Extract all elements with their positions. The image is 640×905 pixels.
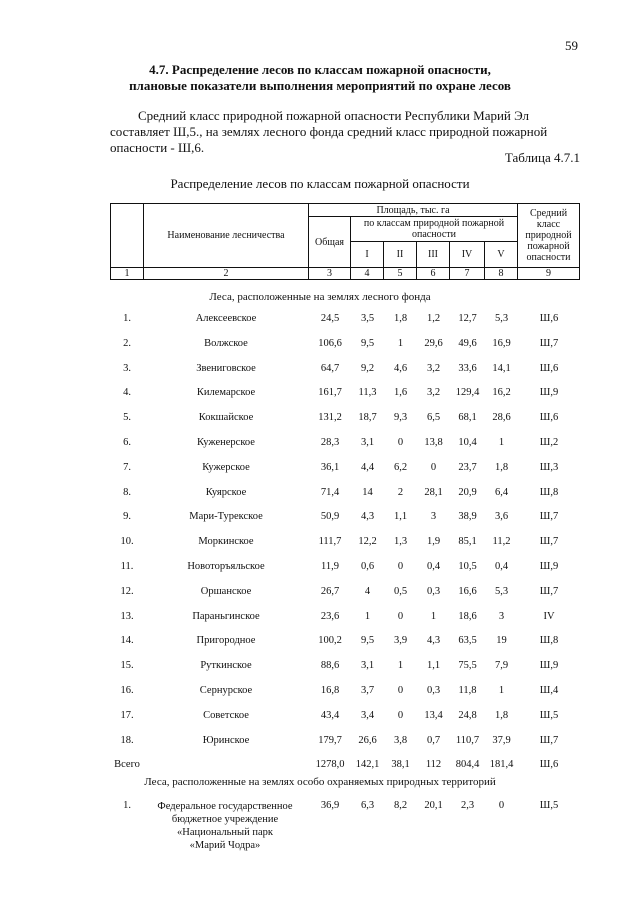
row-class-iii: 0,4 [426,561,441,572]
oopt-avg-class: Ш,5 [539,800,559,811]
row-class-ii: 0 [397,611,404,622]
colnum-6: 6 [416,267,450,280]
row-class-i: 11,3 [358,387,377,398]
row-class-i: 26,6 [358,735,377,746]
row-total: 28,3 [320,437,340,448]
row-class-v: 11,2 [492,536,511,547]
row-class-ii: 0 [397,710,404,721]
row-class-iv: 129,4 [455,387,480,398]
row-class-v: 14,1 [492,363,511,374]
row-total: 100,2 [318,635,342,646]
row-avg-class: Ш,2 [539,437,559,448]
row-class-ii: 4,6 [393,363,408,374]
row-class-i: 18,7 [358,412,377,423]
row-total: 111,7 [318,536,342,547]
row-class-iii: 0 [430,462,437,473]
row-class-v: 3,6 [494,511,509,522]
row-class-v: 5,3 [494,313,509,324]
row-class-v: 181,4 [489,759,514,770]
row-class-iv: 38,9 [458,511,477,522]
row-class-iii: 3,2 [426,363,441,374]
row-avg-class: Ш,7 [539,338,559,349]
row-class-iii: 3,2 [426,387,441,398]
oopt-name [145,800,305,852]
row-class-ii: 2 [397,487,404,498]
row-class-iii: 3 [430,511,437,522]
row-name: Новоторъяльское [187,561,265,572]
header-class-iv: IV [449,241,485,268]
row-class-i: 3,5 [360,313,375,324]
row-num: 16. [120,685,134,696]
row-class-iv: 10,5 [458,561,477,572]
row-class-iv: 804,4 [455,759,480,770]
row-class-ii: 0 [397,437,404,448]
oopt-class-i: 6,3 [360,800,375,811]
row-avg-class: IV [543,611,555,622]
row-class-iii: 29,6 [424,338,443,349]
row-class-iv: 63,5 [458,635,477,646]
row-num: Всего [114,759,140,770]
row-class-ii: 0,5 [393,586,408,597]
row-name: Параньгинское [192,611,260,622]
row-name: Мари-Турекское [189,511,263,522]
row-avg-class: Ш,8 [539,487,559,498]
row-name: Руткинское [200,660,252,671]
row-class-iv: 10,4 [458,437,477,448]
colnum-8: 8 [484,267,518,280]
row-class-iv: 20,9 [458,487,477,498]
row-class-iv: 11,8 [458,685,477,696]
section-oopt-title: Леса, расположенные на землях особо охраняемых природных территорий [144,776,496,788]
paragraph-line-2: составляет Ш,5., на землях лесного фонда средний класс природной пожарной [110,124,548,139]
row-total: 43,4 [320,710,340,721]
colnum-5: 5 [383,267,417,280]
row-name: Кужерское [202,462,250,473]
row-class-ii: 1,8 [393,313,408,324]
row-class-iii: 13,8 [424,437,443,448]
colnum-4: 4 [350,267,384,280]
row-class-iv: 110,7 [455,735,480,746]
row-class-i: 9,5 [360,338,375,349]
row-avg-class: Ш,7 [539,586,559,597]
row-total: 36,1 [320,462,340,473]
row-name: Советское [203,710,249,721]
row-total: 11,9 [321,561,339,572]
row-class-ii: 1,6 [393,387,408,398]
row-avg-class: Ш,9 [539,660,559,671]
oopt-class-ii: 8,2 [393,800,408,811]
row-num: 8. [123,487,131,498]
row-num: 6. [123,437,131,448]
row-num: 2. [123,338,131,349]
row-num: 1. [123,313,131,324]
row-total: 106,6 [318,338,342,349]
row-class-v: 7,9 [494,660,509,671]
row-class-iii: 1 [430,611,437,622]
row-num: 4. [123,387,131,398]
colnum-2: 2 [143,267,309,280]
row-num: 5. [123,412,131,423]
oopt-class-iv: 2,3 [460,800,475,811]
page-number: 59 [565,38,578,53]
row-avg-class: Ш,6 [539,363,559,374]
row-avg-class: Ш,7 [539,536,559,547]
row-class-i: 4 [364,586,371,597]
oopt-name-line-1: Федеральное государственное [157,801,293,812]
oopt-name-line-3: «Национальный парк [177,827,273,838]
row-class-i: 4,3 [360,511,375,522]
row-total: 71,4 [320,487,340,498]
row-num: 14. [120,635,134,646]
header-class-ii: II [383,241,417,268]
row-class-i: 14 [362,487,373,498]
row-class-iii: 6,5 [426,412,441,423]
row-class-v: 1 [498,437,505,448]
row-class-i: 3,1 [360,660,375,671]
row-class-v: 37,9 [492,735,511,746]
row-class-iv: 24,8 [458,710,477,721]
section-forest-fund-title: Леса, расположенные на землях лесного фонда [209,291,431,303]
table-caption: Распределение лесов по классам пожарной опасности [170,176,470,191]
row-class-v: 1,8 [494,462,509,473]
row-class-iv: 75,5 [458,660,477,671]
colnum-7: 7 [449,267,485,280]
header-avg-class: Средний класс природной пожарной опасности [517,203,580,268]
section-heading-line-2: плановые показатели выполнения мероприятий по охране лесов [129,78,511,93]
row-num: 12. [120,586,134,597]
header-num-col [110,203,144,268]
row-class-i: 9,2 [360,363,375,374]
row-name: Куярское [205,487,247,498]
row-name: Волжское [204,338,248,349]
header-area: Площадь, тыс. га [308,203,518,217]
row-class-i: 1 [364,611,371,622]
row-class-ii: 9,3 [393,412,408,423]
row-name: Килемарское [196,387,256,398]
row-class-v: 3 [498,611,505,622]
row-name: Оршанское [200,586,252,597]
row-class-iv: 33,6 [458,363,477,374]
row-total: 50,9 [320,511,340,522]
oopt-name-line-2: бюджетное учреждение [171,814,279,825]
row-total: 131,2 [318,412,342,423]
row-num: 15. [120,660,134,671]
row-class-iii: 28,1 [424,487,443,498]
row-total: 64,7 [320,363,340,374]
row-avg-class: Ш,9 [539,561,559,572]
row-avg-class: Ш,4 [539,685,559,696]
row-name: Сернурское [199,685,253,696]
row-name: Моркинское [198,536,254,547]
row-total: 88,6 [320,660,340,671]
row-class-v: 5,3 [494,586,509,597]
oopt-num: 1. [123,800,131,811]
row-class-iv: 23,7 [458,462,477,473]
header-by-class: по классам природной пожарной опасности [350,216,518,242]
header-total: Общая [308,216,351,268]
row-class-iii: 1,1 [426,660,441,671]
row-name: Юринское [202,735,250,746]
row-class-i: 12,2 [358,536,377,547]
row-total: 1278,0 [315,759,345,770]
row-class-v: 28,6 [492,412,511,423]
row-class-v: 16,9 [492,338,511,349]
row-class-v: 19 [496,635,507,646]
row-total: 179,7 [318,735,342,746]
header-name: Наименование лесничества [143,203,309,268]
row-num: 9. [123,511,131,522]
row-class-ii: 6,2 [393,462,408,473]
header-class-v: V [484,241,518,268]
row-class-i: 4,4 [360,462,375,473]
row-class-iv: 16,6 [458,586,477,597]
colnum-3: 3 [308,267,351,280]
row-class-ii: 3,9 [393,635,408,646]
row-total: 26,7 [320,586,340,597]
table-label: Таблица 4.7.1 [504,150,580,165]
row-class-ii: 0 [397,685,404,696]
row-class-v: 16,2 [492,387,511,398]
row-class-ii: 1,1 [393,511,408,522]
paragraph-line-3: опасности - Ш,6. [110,140,205,155]
row-name: Пригородное [196,635,256,646]
row-avg-class: Ш,6 [539,759,559,770]
row-avg-class: Ш,8 [539,635,559,646]
row-avg-class: Ш,7 [539,511,559,522]
row-class-iii: 0,3 [426,685,441,696]
row-num: 13. [120,611,134,622]
row-class-i: 9,5 [360,635,375,646]
row-class-v: 1,8 [494,710,509,721]
row-avg-class: Ш,6 [539,412,559,423]
row-name: Кокшайское [198,412,254,423]
row-class-iii: 1,2 [426,313,441,324]
row-avg-class: Ш,7 [539,735,559,746]
row-name: Куженерское [197,437,255,448]
row-total: 23,6 [320,611,340,622]
oopt-class-v: 0 [498,800,505,811]
section-heading-line-1: 4.7. Распределение лесов по классам пожарной опасности, [149,62,491,77]
row-class-iii: 13,4 [424,710,443,721]
row-avg-class: Ш,9 [539,387,559,398]
row-class-v: 0,4 [494,561,509,572]
row-avg-class: Ш,5 [539,710,559,721]
row-class-ii: 0 [397,561,404,572]
row-class-iv: 18,6 [458,611,477,622]
row-class-i: 142,1 [355,759,380,770]
row-class-i: 3,4 [360,710,375,721]
row-num: 17. [120,710,134,721]
row-num: 10. [120,536,134,547]
row-num: 18. [120,735,134,746]
row-total: 161,7 [318,387,342,398]
row-class-iii: 112 [425,759,442,770]
row-class-ii: 1 [397,660,404,671]
row-class-iv: 12,7 [458,313,477,324]
row-class-iv: 68,1 [458,412,477,423]
row-class-i: 0,6 [360,561,375,572]
row-class-iii: 1,9 [426,536,441,547]
row-avg-class: Ш,6 [539,313,559,324]
row-class-ii: 1,3 [393,536,408,547]
oopt-total: 36,9 [320,800,340,811]
row-num: 3. [123,363,131,374]
intro-paragraph [110,108,582,156]
row-class-ii: 3,8 [393,735,408,746]
oopt-name-line-4: «Марий Чодра» [189,840,261,851]
row-class-iii: 4,3 [426,635,441,646]
row-avg-class: Ш,3 [539,462,559,473]
row-num: 11. [120,561,134,572]
row-class-v: 6,4 [494,487,509,498]
row-class-iii: 0,3 [426,586,441,597]
row-name: Звениговское [196,363,256,374]
row-class-iv: 49,6 [458,338,477,349]
header-class-i: I [350,241,384,268]
header-class-iii: III [416,241,450,268]
row-class-iv: 85,1 [458,536,477,547]
paragraph-line-1: Средний класс природной пожарной опасности Республики Марий Эл [138,108,530,123]
oopt-class-iii: 20,1 [424,800,443,811]
row-total: 16,8 [320,685,340,696]
row-class-v: 1 [498,685,505,696]
row-class-i: 3,1 [360,437,375,448]
row-class-iii: 0,7 [426,735,441,746]
row-name: Алексеевское [195,313,257,324]
colnum-1: 1 [110,267,144,280]
colnum-9: 9 [517,267,580,280]
row-num: 7. [123,462,131,473]
row-class-ii: 38,1 [391,759,410,770]
row-total: 24,5 [320,313,340,324]
row-class-ii: 1 [397,338,404,349]
row-class-i: 3,7 [360,685,375,696]
